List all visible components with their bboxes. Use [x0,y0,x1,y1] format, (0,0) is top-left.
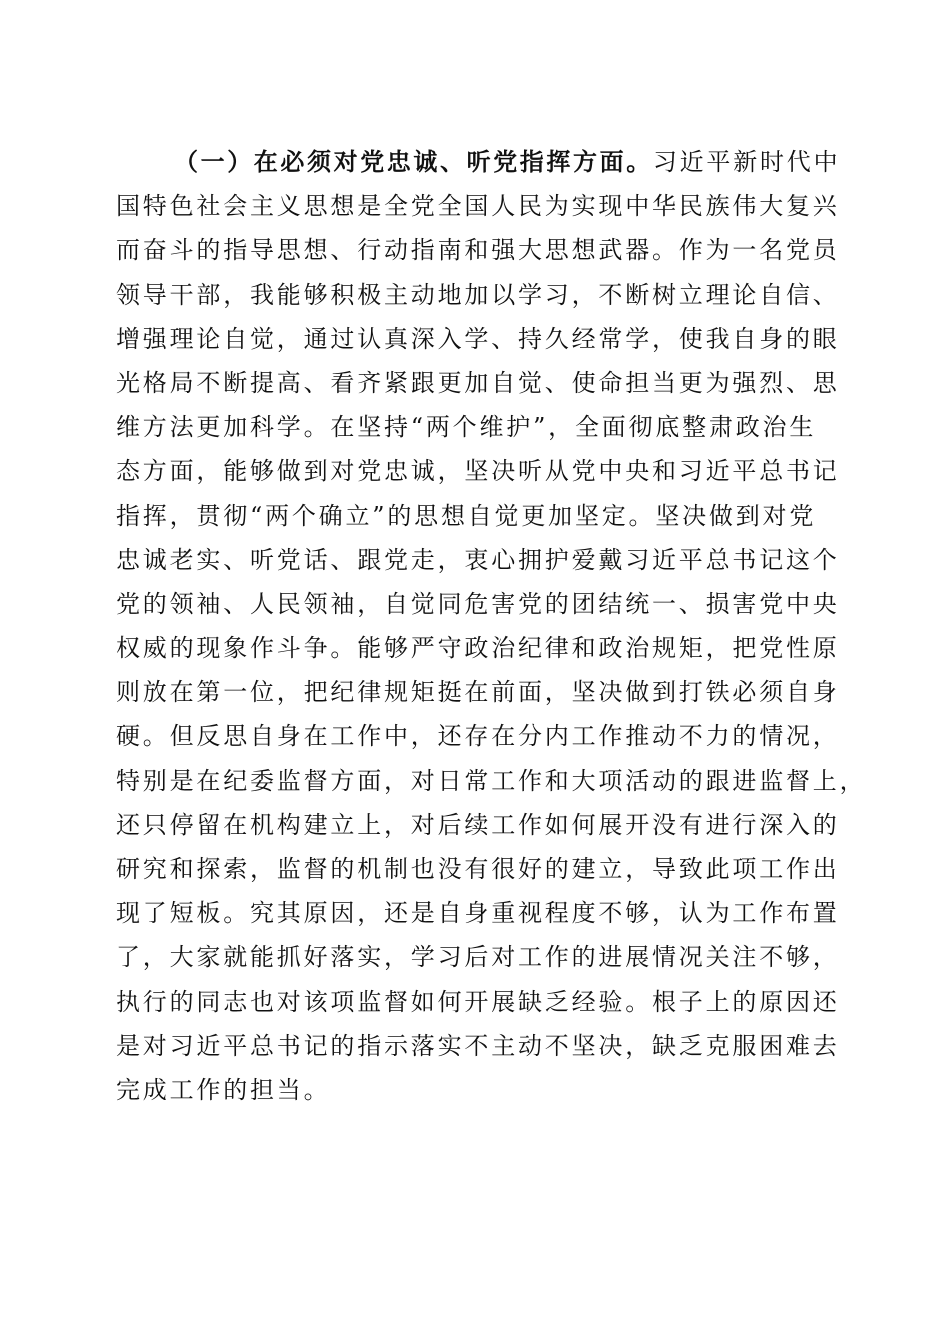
paragraph-line: 忠诚老实、听党话、跟党走，衷心拥护爱戴习近平总书记这个 [116,545,840,574]
paragraph-line: 态方面，能够做到对党忠诚，坚决听从党中央和习近平总书记 [116,457,840,486]
paragraph-line: 则放在第一位，把纪律规矩挺在前面，坚决做到打铁必须自身 [116,678,840,707]
paragraph-line: 权威的现象作斗争。能够严守政治纪律和政治规矩，把党性原 [116,634,840,663]
paragraph-line: 领导干部，我能够积极主动地加以学习，不断树立理论自信、 [116,280,840,309]
paragraph-line: 硬。但反思自身在工作中，还存在分内工作推动不力的情况， [116,722,840,751]
paragraph-text: 习近平新时代中 [652,148,841,176]
paragraph-line: 特别是在纪委监督方面，对日常工作和大项活动的跟进监督上， [116,766,867,795]
paragraph-line: 国特色社会主义思想是全党全国人民为实现中华民族伟大复兴 [116,192,840,221]
section-heading: （一）在必须对党忠诚、听党指挥方面。 [174,148,653,176]
paragraph-line: 是对习近平总书记的指示落实不主动不坚决，缺乏克服困难去 [116,1031,840,1060]
paragraph-line: 了，大家就能抓好落实，学习后对工作的进展情况关注不够， [116,943,840,972]
paragraph-line: 增强理论自觉，通过认真深入学、持久经常学，使我自身的眼 [116,324,840,353]
paragraph-line: 还只停留在机构建立上，对后续工作如何展开没有进行深入的 [116,810,840,839]
paragraph-line: 研究和探索，监督的机制也没有很好的建立，导致此项工作出 [116,855,840,883]
body-paragraph [116,140,867,1112]
paragraph-line: 现了短板。究其原因，还是自身重视程度不够，认为工作布置 [116,899,840,928]
paragraph-line: 党的领袖、人民领袖，自觉同危害党的团结统一、损害党中央 [116,589,840,618]
paragraph-line: 光格局不断提高、看齐紧跟更加自觉、使命担当更为强烈、思 [116,368,840,397]
paragraph-line: 维方法更加科学。在坚持“两个维护”，全面彻底整肃政治生 [116,413,817,442]
paragraph-line: 而奋斗的指导思想、行动指南和强大思想武器。作为一名党员 [116,236,840,265]
paragraph-line: 执行的同志也对该项监督如何开展缺乏经验。根子上的原因还 [116,987,840,1016]
paragraph-line: 完成工作的担当。 [116,1075,331,1104]
paragraph-line: 指挥，贯彻“两个确立”的思想自觉更加坚定。坚决做到对党 [116,501,817,530]
paragraph-line [116,140,841,184]
